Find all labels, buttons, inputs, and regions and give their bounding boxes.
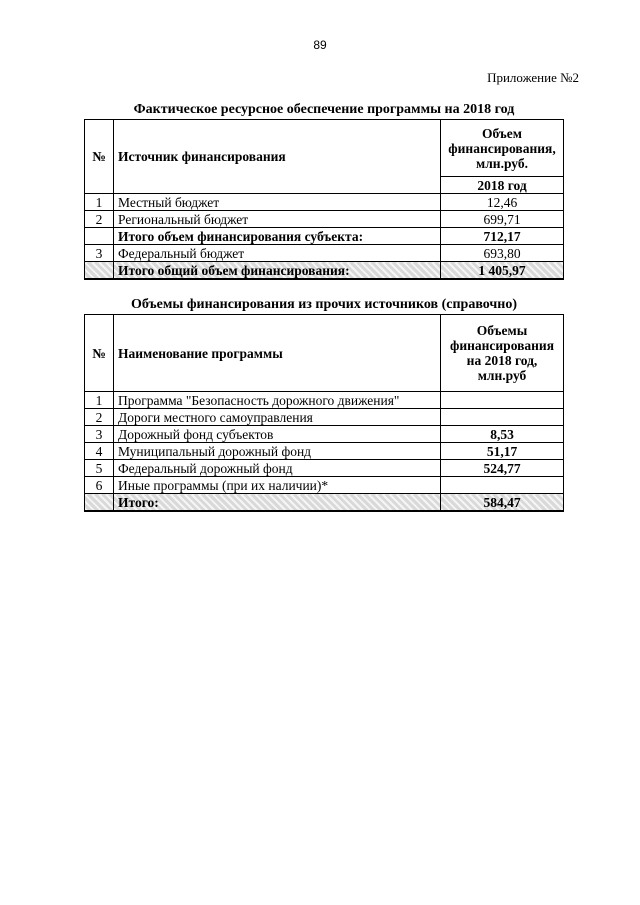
table1-header-row xyxy=(85,120,564,177)
table-row xyxy=(85,426,564,443)
row-num: 3 xyxy=(85,426,114,443)
total-num-cell xyxy=(85,494,114,512)
row-value xyxy=(441,409,564,426)
row-name: Программа "Безопасность дорожного движения" xyxy=(114,392,441,409)
row-num xyxy=(85,228,114,245)
table2-header-row xyxy=(85,315,564,392)
row-num: 3 xyxy=(85,245,114,262)
row-value: 693,80 xyxy=(441,245,564,262)
page-number: 89 xyxy=(313,38,327,52)
table2-col-program: Наименование программы xyxy=(114,315,441,392)
total-value: 1 405,97 xyxy=(441,262,564,280)
table-row xyxy=(85,392,564,409)
table-row xyxy=(85,211,564,228)
row-value: 699,71 xyxy=(441,211,564,228)
table-row xyxy=(85,460,564,477)
other-sources-table xyxy=(84,314,564,512)
table1-col-num: № xyxy=(85,120,114,194)
table1-col-source: Источник финансирования xyxy=(114,120,441,194)
table2-title: Объемы финансирования из прочих источников (справочно) xyxy=(130,297,518,312)
appendix-label: Приложение №2 xyxy=(487,70,579,85)
row-value xyxy=(441,477,564,494)
total-label: Итого: xyxy=(114,494,441,512)
table2-total-row xyxy=(85,494,564,512)
total-num-cell xyxy=(85,262,114,280)
table1-col-amount: Объем финансирования, млн.руб. xyxy=(441,120,564,177)
row-name: Федеральный бюджет xyxy=(114,245,441,262)
row-name: Иные программы (при их наличии)* xyxy=(114,477,441,494)
row-num: 6 xyxy=(85,477,114,494)
row-name: Региональный бюджет xyxy=(114,211,441,228)
table-row-subtotal xyxy=(85,228,564,245)
table2-col-amount: Объемы финансирования на 2018 год, млн.руб xyxy=(441,315,564,392)
row-num: 5 xyxy=(85,460,114,477)
row-name: Местный бюджет xyxy=(114,194,441,211)
row-value: 712,17 xyxy=(441,228,564,245)
table-row xyxy=(85,245,564,262)
row-num: 1 xyxy=(85,194,114,211)
row-num: 4 xyxy=(85,443,114,460)
table-row xyxy=(85,409,564,426)
table-row xyxy=(85,443,564,460)
table-row xyxy=(85,194,564,211)
row-name: Дороги местного самоуправления xyxy=(114,409,441,426)
table1-title: Фактическое ресурсное обеспечение программы на 2018 год xyxy=(133,102,515,117)
total-label: Итого общий объем финансирования: xyxy=(114,262,441,280)
total-value: 584,47 xyxy=(441,494,564,512)
row-name: Муниципальный дорожный фонд xyxy=(114,443,441,460)
row-num: 2 xyxy=(85,211,114,228)
row-value xyxy=(441,392,564,409)
row-value: 8,53 xyxy=(441,426,564,443)
row-value: 12,46 xyxy=(441,194,564,211)
table1-year: 2018 год xyxy=(441,177,564,194)
row-num: 2 xyxy=(85,409,114,426)
row-name: Федеральный дорожный фонд xyxy=(114,460,441,477)
table2-col-num: № xyxy=(85,315,114,392)
row-value: 524,77 xyxy=(441,460,564,477)
funding-sources-table xyxy=(84,119,564,280)
table1-total-row xyxy=(85,262,564,280)
row-value: 51,17 xyxy=(441,443,564,460)
row-name: Дорожный фонд субъектов xyxy=(114,426,441,443)
row-name: Итого объем финансирования субъекта: xyxy=(114,228,441,245)
table-row xyxy=(85,477,564,494)
row-num: 1 xyxy=(85,392,114,409)
